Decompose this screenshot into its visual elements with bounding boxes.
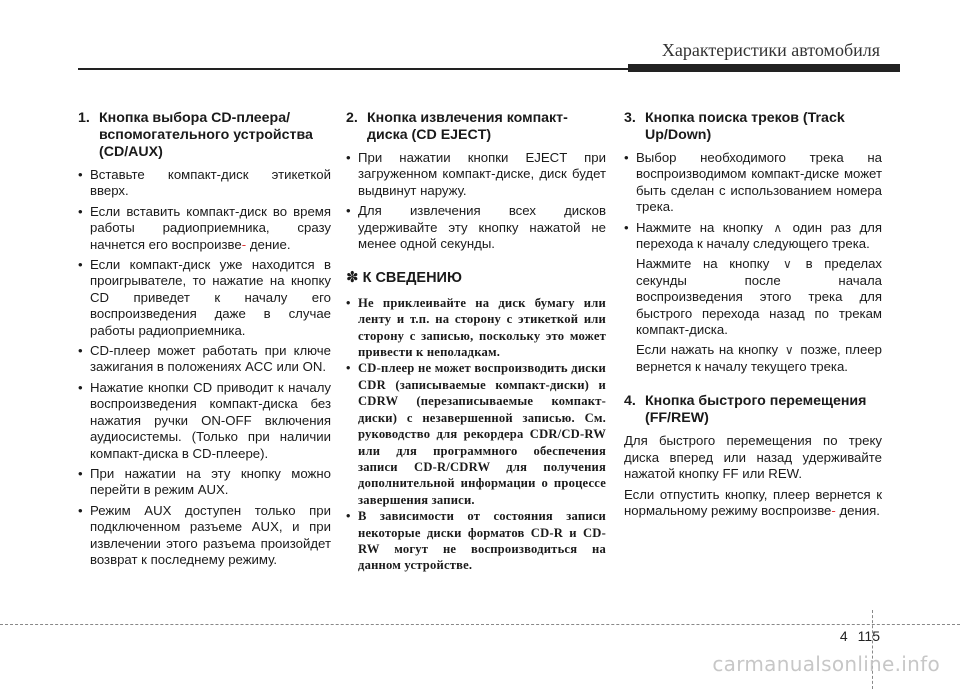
section-2-title: 2. Кнопка извлечения компакт-диска (CD EJECT) [346,110,568,143]
list-item: • При нажатии на эту кнопку можно перейти в режим AUX. [78,466,331,499]
chapter-number: 4 [839,628,848,644]
list-item: • CD-плеер может работать при ключе зажигания в положениях ACC или ON. [78,343,331,376]
section-3-list [624,150,882,252]
track-down-icon: ∨ [783,257,792,272]
column-1 [78,110,331,572]
note-star-icon: ✽ [346,269,359,287]
note-title: К СВЕДЕНИЮ [362,270,462,287]
track-up-icon: ∧ [773,220,783,235]
list-item: • Если вставить компакт-диск во время работы радиоприемника, сразу начнется его воспроизве- дение. [78,204,331,253]
watermark: carmanualsonline.info [712,652,940,676]
list-item: • При нажатии кнопки EJECT при загруженном компакт-диске, диск будет выдвинут наружу. [346,150,606,199]
list-item: • Нажмите на кнопку ∧ один раз для перехода к началу следующего трека. [624,220,882,253]
note-item: • Не приклеивайте на диск бумагу или ленту и т.п. на сторону с этикеткой или сторону с записью, поскольку это может привести к неполадкам. [346,295,606,361]
footer-rule [0,624,960,625]
section-4-title: 4. Кнопка быстрого перемещения (FF/REW) [624,393,867,427]
note-item: • CD-плеер не может воспроизводить диски CDR (записываемые компакт-диски) и CDRW (перезаписываемые компакт-диски) с незавершенной записью. См. руководство для рекордера CDR/CD-RW или для программного обеспечения записи CD-R/CDRW для получения дополнительной информации о процессе завершения записи. [346,360,606,508]
note-list [346,295,606,574]
section-3-title: 3. Кнопка поиска треков (Track Up/Down) [624,110,845,143]
section-1-list [78,167,331,568]
list-item: • Выбор необходимого трека на воспроизводимом компакт-диске может быть сделан с использованием номера трека. [624,150,882,216]
column-3 [624,110,882,523]
list-item: • Режим AUX доступен только при подключенном разъеме AUX, и при извлечении этого разъема произойдет возврат к последнему режиму. [78,503,331,569]
list-item: • Вставьте компакт-диск этикеткой вверх. [78,167,331,200]
list-item: • Для извлечения всех дисков удерживайте эту кнопку нажатой не менее одной секунды. [346,203,606,252]
list-item: • Нажатие кнопки CD приводит к началу воспроизведения компакт-диска без нажатия ручки ON-OFF включения аудиосистемы. (Только при наличии компакт-диска в CD-плеере). [78,380,331,462]
track-down-icon: ∨ [784,343,794,358]
section-4-paragraph-2: Если отпустить кнопку, плеер вернется к нормальному режиму воспроизве- дения. [624,486,882,518]
header-title: Характеристики автомобиля [661,40,880,60]
footer-divider [872,610,873,689]
note-heading [346,270,606,286]
section-2-list [346,150,606,252]
section-1-title: 1. Кнопка выбора CD-плеера/ вспомогательного устройства (CD/AUX) [78,110,313,160]
track-up-down-note-1: Нажмите на кнопку ∨ в пределах секунды после начала воспроизведения этого трека для быстрого перехода назад по трекам компакт-диска. [636,256,882,338]
header-bar [628,64,900,72]
track-up-down-note-2: Если нажать на кнопку ∨ позже, плеер вернется к началу текущего трека. [636,342,883,374]
note-item: • В зависимости от состояния записи некоторые диски форматов CD-R и CD-RW могут не воспроизводиться на данном устройстве. [346,508,606,574]
section-4-paragraph-1: Для быстрого перемещения по треку диска вперед или назад удерживайте нажатой кнопку FF или REW. [624,433,882,482]
page-number [840,628,880,644]
column-2 [346,110,606,574]
list-item: • Если компакт-диск уже находится в проигрывателе, то нажатие на кнопку CD приведет к началу его воспроизведения даже в случае работы радиоприемника. [78,257,331,339]
page-number-value: 115 [857,628,880,644]
